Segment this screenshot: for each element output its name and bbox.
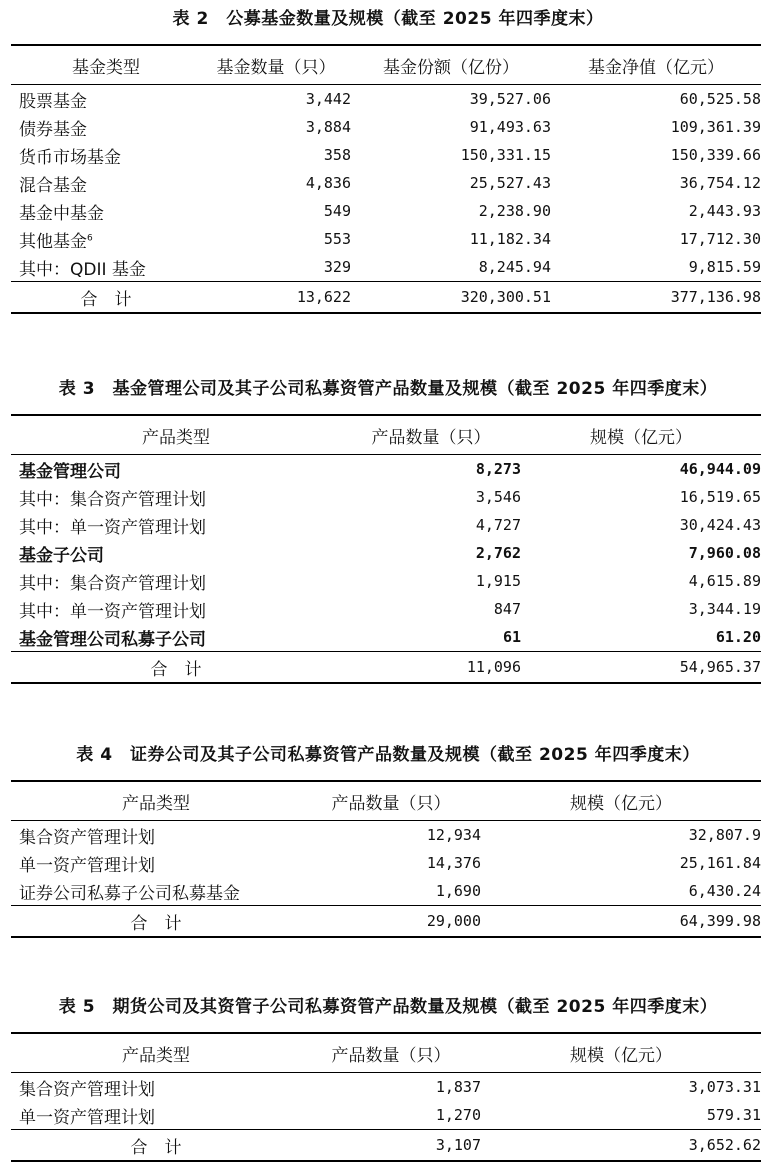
total-row (11, 282, 761, 314)
cell-count: 3,884 (305, 118, 351, 136)
total-row (11, 652, 761, 684)
cell-shares: 11,182.34 (469, 230, 551, 248)
total-label: 合 计 (11, 1130, 301, 1162)
cell-count: 61 (502, 628, 521, 646)
total-label: 合 计 (11, 652, 341, 684)
column-header: 规模（亿元） (481, 781, 761, 821)
row-label: 单一资产管理计划 (19, 1107, 155, 1128)
table-header-row (11, 1033, 761, 1073)
cell-count: 4,727 (475, 516, 521, 534)
row-label: 其中：单一资产管理计划 (19, 601, 206, 622)
column-header: 规模（亿元） (481, 1033, 761, 1073)
total-scale: 64,399.98 (481, 906, 761, 938)
cell-nav: 109,361.39 (670, 118, 761, 136)
table-2-caption: 表 2 公募基金数量及规模（截至 2025 年四季度末） (172, 9, 604, 29)
cell-scale: 3,344.19 (688, 600, 761, 618)
table-row (11, 511, 761, 539)
table-5-caption: 表 5 期货公司及其资管子公司私募资管产品数量及规模（截至 2025 年四季度末） (58, 997, 718, 1017)
table-row (11, 455, 761, 484)
cell-shares: 2,238.90 (478, 202, 551, 220)
cell-scale: 4,615.89 (688, 572, 761, 590)
cell-scale: 3,073.31 (688, 1078, 761, 1096)
table-2 (11, 44, 761, 314)
total-row (11, 1130, 761, 1162)
column-header: 产品类型 (11, 1033, 301, 1073)
cell-nav: 36,754.12 (679, 174, 761, 192)
cell-scale: 32,807.9 (688, 826, 761, 844)
cell-count: 8,273 (475, 460, 521, 478)
row-label: 基金中基金 (19, 203, 104, 224)
column-header: 基金类型 (11, 45, 201, 85)
cell-scale: 16,519.65 (679, 488, 761, 506)
table-row (11, 849, 761, 877)
table-5 (11, 1032, 761, 1162)
total-scale: 54,965.37 (521, 652, 761, 684)
cell-shares: 8,245.94 (478, 258, 551, 276)
total-label: 合 计 (11, 906, 301, 938)
table-row (11, 877, 761, 906)
cell-count: 847 (493, 600, 521, 618)
cell-scale: 30,424.43 (679, 516, 761, 534)
total-row (11, 906, 761, 938)
table-header-row (11, 415, 761, 455)
cell-count: 1,915 (475, 572, 521, 590)
table-row (11, 253, 761, 282)
table-row (11, 197, 761, 225)
table-row (11, 483, 761, 511)
row-label: 其中：QDII 基金 (19, 259, 146, 280)
row-label: 基金管理公司私募子公司 (19, 629, 206, 650)
cell-count: 1,690 (435, 882, 481, 900)
table-row (11, 169, 761, 197)
column-header: 产品数量（只） (341, 415, 521, 455)
total-count: 11,096 (341, 652, 521, 684)
cell-count: 553 (323, 230, 351, 248)
row-label: 基金管理公司 (19, 461, 121, 482)
cell-count: 3,546 (475, 488, 521, 506)
cell-shares: 91,493.63 (469, 118, 551, 136)
table-row (11, 821, 761, 850)
row-label: 其中：集合资产管理计划 (19, 573, 206, 594)
cell-count: 2,762 (475, 544, 521, 562)
cell-count: 329 (323, 258, 351, 276)
total-label: 合 计 (11, 282, 201, 314)
table-row (11, 85, 761, 114)
cell-nav: 2,443.93 (688, 202, 761, 220)
table-row (11, 1073, 761, 1102)
table-row (11, 1101, 761, 1130)
column-header: 基金份额（亿份） (351, 45, 551, 85)
cell-nav: 150,339.66 (670, 146, 761, 164)
table-row (11, 623, 761, 652)
cell-count: 358 (323, 146, 351, 164)
row-label: 混合基金 (19, 175, 87, 196)
cell-nav: 60,525.58 (679, 90, 761, 108)
column-header: 基金数量（只） (201, 45, 351, 85)
column-header: 规模（亿元） (521, 415, 761, 455)
row-label: 债券基金 (19, 119, 87, 140)
table-row (11, 567, 761, 595)
table-header-row (11, 45, 761, 85)
row-label: 集合资产管理计划 (19, 1079, 155, 1100)
cell-shares: 25,527.43 (469, 174, 551, 192)
total-count: 3,107 (301, 1130, 481, 1162)
footnote-marker: 6 (87, 232, 93, 243)
row-label: 基金子公司 (19, 545, 104, 566)
cell-scale: 579.31 (706, 1106, 761, 1124)
row-label: 其中：集合资产管理计划 (19, 489, 206, 510)
cell-count: 14,376 (426, 854, 481, 872)
cell-count: 1,837 (435, 1078, 481, 1096)
column-header: 产品数量（只） (301, 781, 481, 821)
cell-nav: 17,712.30 (679, 230, 761, 248)
row-label: 证券公司私募子公司私募基金 (19, 883, 240, 904)
cell-scale: 61.20 (715, 628, 761, 646)
cell-shares: 39,527.06 (469, 90, 551, 108)
row-label (11, 225, 201, 253)
total-scale: 3,652.62 (481, 1130, 761, 1162)
cell-count: 3,442 (305, 90, 351, 108)
table-4 (11, 780, 761, 938)
column-header: 产品数量（只） (301, 1033, 481, 1073)
table-header-row (11, 781, 761, 821)
row-label: 集合资产管理计划 (19, 827, 155, 848)
row-label: 股票基金 (19, 91, 87, 112)
cell-count: 12,934 (426, 826, 481, 844)
row-label: 单一资产管理计划 (19, 855, 155, 876)
table-3-caption: 表 3 基金管理公司及其子公司私募资管产品数量及规模（截至 2025 年四季度末） (58, 379, 718, 399)
table-row (11, 595, 761, 623)
cell-scale: 6,430.24 (688, 882, 761, 900)
total-count: 13,622 (201, 282, 351, 314)
cell-count: 4,836 (305, 174, 351, 192)
table-row (11, 141, 761, 169)
column-header: 产品类型 (11, 415, 341, 455)
column-header: 产品类型 (11, 781, 301, 821)
total-shares: 320,300.51 (351, 282, 551, 314)
row-label: 其中：单一资产管理计划 (19, 517, 206, 538)
column-header: 基金净值（亿元） (551, 45, 761, 85)
cell-shares: 150,331.15 (460, 146, 551, 164)
table-row (11, 225, 761, 253)
table-3 (11, 414, 761, 684)
cell-scale: 7,960.08 (688, 544, 761, 562)
table-row (11, 113, 761, 141)
total-nav: 377,136.98 (551, 282, 761, 314)
total-count: 29,000 (301, 906, 481, 938)
cell-count: 549 (323, 202, 351, 220)
cell-count: 1,270 (435, 1106, 481, 1124)
row-label-text: 其他基金 (19, 231, 87, 252)
cell-nav: 9,815.59 (688, 258, 761, 276)
table-row (11, 539, 761, 567)
table-4-caption: 表 4 证券公司及其子公司私募资管产品数量及规模（截至 2025 年四季度末） (76, 745, 700, 765)
cell-scale: 25,161.84 (679, 854, 761, 872)
cell-scale: 46,944.09 (679, 460, 761, 478)
row-label: 货币市场基金 (19, 147, 121, 168)
